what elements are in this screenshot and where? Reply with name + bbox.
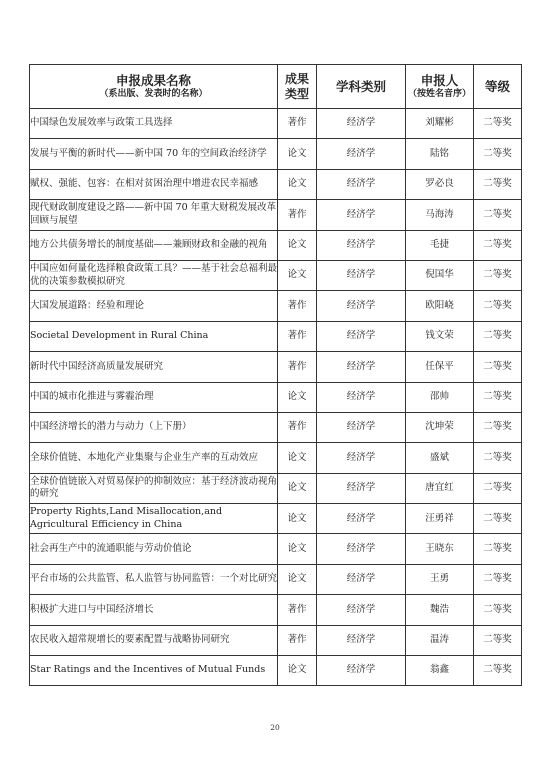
cell-subject: 经济学 — [317, 473, 406, 503]
table-row — [30, 564, 522, 594]
cell-applicant: 钱文荣 — [406, 321, 474, 351]
table-row — [30, 473, 522, 503]
header-person-title: 申报人 — [420, 73, 459, 88]
header-name-title: 申报成果名称 — [115, 73, 191, 88]
cell-title: 平台市场的公共监管、私人监管与协同监管：一个对比研究 — [30, 564, 278, 594]
cell-subject: 经济学 — [317, 595, 406, 625]
cell-type: 著作 — [278, 109, 317, 139]
cell-title: 中国应如何量化选择粮食政策工具？——基于社会总福利最优的决策参数模拟研究 — [30, 260, 278, 290]
cell-subject: 经济学 — [317, 230, 406, 260]
cell-title: Star Ratings and the Incentives of Mutual Funds — [30, 656, 278, 686]
cell-applicant: 翁鑫 — [406, 656, 474, 686]
table-row — [30, 534, 522, 564]
table-row — [30, 352, 522, 382]
cell-type: 论文 — [278, 564, 317, 594]
cell-grade: 二等奖 — [474, 382, 522, 412]
cell-subject: 经济学 — [317, 139, 406, 169]
table-row — [30, 321, 522, 351]
cell-title: 地方公共债务增长的制度基础——兼顾财政和金融的视角 — [30, 230, 278, 260]
cell-title: 积极扩大进口与中国经济增长 — [30, 595, 278, 625]
cell-title: 赋权、强能、包容：在相对贫困治理中增进农民幸福感 — [30, 169, 278, 199]
cell-type: 论文 — [278, 534, 317, 564]
table-row — [30, 443, 522, 473]
header-name — [30, 65, 278, 109]
table-row — [30, 412, 522, 442]
cell-subject: 经济学 — [317, 200, 406, 230]
cell-grade: 二等奖 — [474, 656, 522, 686]
cell-type: 著作 — [278, 200, 317, 230]
table-row — [30, 139, 522, 169]
table-header — [30, 65, 522, 109]
cell-applicant: 魏浩 — [406, 595, 474, 625]
cell-type: 著作 — [278, 412, 317, 442]
cell-grade: 二等奖 — [474, 352, 522, 382]
cell-title: 大国发展道路：经验和理论 — [30, 291, 278, 321]
cell-title: 新时代中国经济高质量发展研究 — [30, 352, 278, 382]
cell-title: Property Rights,Land Misallocation,and Agricultural Efficiency in China — [30, 504, 278, 534]
header-type — [278, 65, 317, 109]
cell-title: Societal Development in Rural China — [30, 321, 278, 351]
cell-type: 论文 — [278, 260, 317, 290]
cell-title: 现代财政制度建设之路——新中国 70 年重大财税发展改革回顾与展望 — [30, 200, 278, 230]
table-row — [30, 109, 522, 139]
cell-type: 论文 — [278, 443, 317, 473]
cell-grade: 二等奖 — [474, 291, 522, 321]
cell-subject: 经济学 — [317, 625, 406, 655]
header-type-line1: 成果 — [284, 71, 309, 86]
header-grade — [474, 65, 522, 109]
cell-type: 著作 — [278, 352, 317, 382]
table-row — [30, 504, 522, 534]
table-row — [30, 625, 522, 655]
cell-applicant: 沈坤荣 — [406, 412, 474, 442]
cell-applicant: 温涛 — [406, 625, 474, 655]
cell-title: 发展与平衡的新时代——新中国 70 年的空间政治经济学 — [30, 139, 278, 169]
cell-type: 著作 — [278, 595, 317, 625]
cell-grade: 二等奖 — [474, 473, 522, 503]
cell-type: 论文 — [278, 656, 317, 686]
cell-applicant: 罗必良 — [406, 169, 474, 199]
page-number: 20 — [270, 723, 280, 732]
cell-applicant: 邵帅 — [406, 382, 474, 412]
cell-type: 著作 — [278, 625, 317, 655]
header-person — [406, 65, 474, 109]
cell-applicant: 毛捷 — [406, 230, 474, 260]
table-row — [30, 169, 522, 199]
cell-type: 论文 — [278, 139, 317, 169]
cell-type: 论文 — [278, 230, 317, 260]
cell-applicant: 马海涛 — [406, 200, 474, 230]
header-name-note: （系出版、发表时的名称） — [99, 89, 208, 99]
cell-type: 著作 — [278, 321, 317, 351]
cell-subject: 经济学 — [317, 352, 406, 382]
header-subject — [317, 65, 406, 109]
cell-grade: 二等奖 — [474, 625, 522, 655]
cell-grade: 二等奖 — [474, 443, 522, 473]
table-row — [30, 230, 522, 260]
cell-title: 中国的城市化推进与雾霾治理 — [30, 382, 278, 412]
cell-grade: 二等奖 — [474, 260, 522, 290]
cell-applicant: 王勇 — [406, 564, 474, 594]
cell-applicant: 欧阳峣 — [406, 291, 474, 321]
cell-subject: 经济学 — [317, 656, 406, 686]
cell-applicant: 倪国华 — [406, 260, 474, 290]
table-row — [30, 382, 522, 412]
cell-subject: 经济学 — [317, 412, 406, 442]
cell-subject: 经济学 — [317, 260, 406, 290]
header-subject-label: 学科类别 — [335, 79, 386, 94]
cell-subject: 经济学 — [317, 169, 406, 199]
cell-grade: 二等奖 — [474, 139, 522, 169]
cell-grade: 二等奖 — [474, 321, 522, 351]
cell-grade: 二等奖 — [474, 109, 522, 139]
cell-grade: 二等奖 — [474, 230, 522, 260]
cell-subject: 经济学 — [317, 109, 406, 139]
cell-subject: 经济学 — [317, 321, 406, 351]
cell-grade: 二等奖 — [474, 534, 522, 564]
cell-grade: 二等奖 — [474, 564, 522, 594]
cell-title: 全球价值链、本地化产业集聚与企业生产率的互动效应 — [30, 443, 278, 473]
cell-type: 论文 — [278, 504, 317, 534]
cell-type: 论文 — [278, 169, 317, 199]
cell-grade: 二等奖 — [474, 595, 522, 625]
cell-subject: 经济学 — [317, 564, 406, 594]
cell-subject: 经济学 — [317, 534, 406, 564]
header-person-note: （按姓名音序） — [407, 89, 471, 99]
cell-applicant: 任保平 — [406, 352, 474, 382]
cell-applicant: 汪勇祥 — [406, 504, 474, 534]
cell-applicant: 王晓东 — [406, 534, 474, 564]
cell-title: 中国经济增长的潜力与动力（上下册） — [30, 412, 278, 442]
cell-title: 中国绿色发展效率与政策工具选择 — [30, 109, 278, 139]
table-row — [30, 260, 522, 290]
cell-title: 农民收入超常规增长的要素配置与战略协同研究 — [30, 625, 278, 655]
cell-applicant: 陆铭 — [406, 139, 474, 169]
cell-applicant: 刘耀彬 — [406, 109, 474, 139]
cell-type: 论文 — [278, 382, 317, 412]
cell-subject: 经济学 — [317, 382, 406, 412]
cell-type: 著作 — [278, 291, 317, 321]
awards-table — [29, 64, 522, 686]
cell-title: 社会再生产中的流通职能与劳动价值论 — [30, 534, 278, 564]
header-type-line2: 类型 — [284, 86, 309, 101]
cell-subject: 经济学 — [317, 291, 406, 321]
table-body — [30, 109, 522, 686]
cell-type: 论文 — [278, 473, 317, 503]
cell-applicant: 唐宜红 — [406, 473, 474, 503]
cell-subject: 经济学 — [317, 443, 406, 473]
table-row — [30, 200, 522, 230]
cell-applicant: 盛斌 — [406, 443, 474, 473]
table-row — [30, 595, 522, 625]
cell-title: 全球价值链嵌入对贸易保护的抑制效应：基于经济波动视角的研究 — [30, 473, 278, 503]
cell-grade: 二等奖 — [474, 412, 522, 442]
cell-grade: 二等奖 — [474, 200, 522, 230]
cell-grade: 二等奖 — [474, 504, 522, 534]
table-row — [30, 656, 522, 686]
table-row — [30, 291, 522, 321]
cell-grade: 二等奖 — [474, 169, 522, 199]
header-grade-label: 等级 — [484, 79, 510, 94]
cell-subject: 经济学 — [317, 504, 406, 534]
